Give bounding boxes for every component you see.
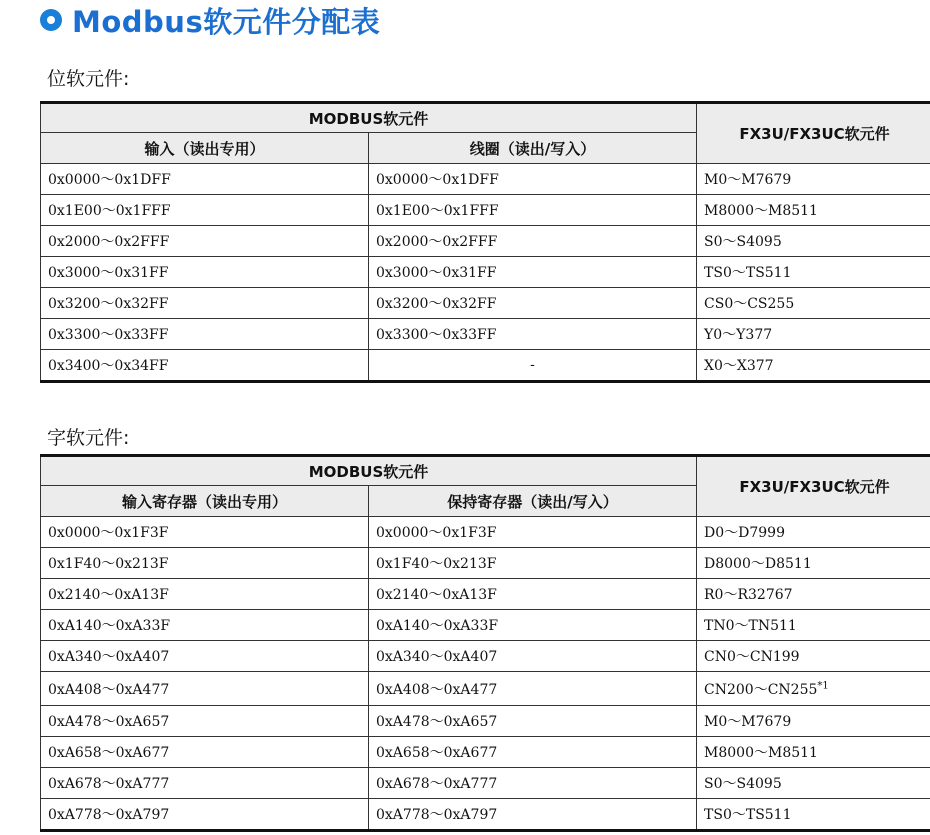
table-row: [41, 672, 930, 706]
table-row: [41, 641, 930, 672]
input-cell: 0x0000～0x1DFF: [41, 164, 369, 195]
table-row: [41, 226, 930, 257]
input-register-cell: 0x0000～0x1F3F: [41, 517, 369, 548]
input-register-cell: 0xA778～0xA797: [41, 799, 369, 831]
word-device-table: [40, 454, 930, 832]
fx-device-cell: [697, 672, 930, 706]
coil-cell: 0x2000～0x2FFF: [369, 226, 697, 257]
holding-register-cell: 0xA408～0xA477: [369, 672, 697, 706]
table-row: [41, 350, 930, 382]
bit-section-heading: 位软元件:: [47, 68, 130, 90]
table-row: [41, 799, 930, 831]
modbus-header: MODBUS软元件: [41, 456, 697, 486]
input-column-header: 输入（读出专用）: [41, 133, 369, 164]
table-row: [41, 319, 930, 350]
footnote-marker: *1: [817, 679, 829, 691]
holding-register-cell: 0xA478～0xA657: [369, 706, 697, 737]
page-title: Modbus软元件分配表: [72, 4, 381, 39]
holding-register-cell: 0xA658～0xA677: [369, 737, 697, 768]
fx-device-cell: CS0～CS255: [697, 288, 930, 319]
fx-device-cell: M0～M7679: [697, 164, 930, 195]
table-row: [41, 195, 930, 226]
table-row: [41, 257, 930, 288]
modbus-header: MODBUS软元件: [41, 103, 697, 133]
input-register-cell: 0xA340～0xA407: [41, 641, 369, 672]
fx-device-cell: CN0～CN199: [697, 641, 930, 672]
input-cell: 0x1E00～0x1FFF: [41, 195, 369, 226]
input-cell: 0x3200～0x32FF: [41, 288, 369, 319]
table-row: [41, 164, 930, 195]
fx-device-cell: Y0～Y377: [697, 319, 930, 350]
holding-register-cell: 0xA340～0xA407: [369, 641, 697, 672]
input-register-cell: 0x1F40～0x213F: [41, 548, 369, 579]
coil-cell: 0x3300～0x33FF: [369, 319, 697, 350]
input-register-cell: 0xA678～0xA777: [41, 768, 369, 799]
coil-column-header: 线圈（读出/写入）: [369, 133, 697, 164]
table-row: [41, 288, 930, 319]
holding-register-cell: 0x0000～0x1F3F: [369, 517, 697, 548]
fx-device-cell: TN0～TN511: [697, 610, 930, 641]
word-section-heading: 字软元件:: [47, 427, 130, 449]
coil-cell: 0x0000～0x1DFF: [369, 164, 697, 195]
fx-header: FX3U/FX3UC软元件: [697, 456, 930, 517]
fx-header: FX3U/FX3UC软元件: [697, 103, 930, 164]
fx-device-cell: M8000～M8511: [697, 195, 930, 226]
table-row: [41, 548, 930, 579]
fx-device-cell: X0～X377: [697, 350, 930, 382]
fx-device-text: CN200～CN255: [704, 681, 818, 698]
fx-device-cell: M0～M7679: [697, 706, 930, 737]
coil-cell: 0x3000～0x31FF: [369, 257, 697, 288]
table-row: [41, 579, 930, 610]
table-row: [41, 706, 930, 737]
fx-device-cell: M8000～M8511: [697, 737, 930, 768]
bit-device-table: [40, 101, 930, 383]
fx-device-cell: D0～D7999: [697, 517, 930, 548]
table-row: [41, 737, 930, 768]
input-register-cell: 0x2140～0xA13F: [41, 579, 369, 610]
input-register-cell: 0xA658～0xA677: [41, 737, 369, 768]
input-register-cell: 0xA140～0xA33F: [41, 610, 369, 641]
fx-device-cell: S0～S4095: [697, 226, 930, 257]
fx-device-cell: S0～S4095: [697, 768, 930, 799]
input-register-cell: 0xA408～0xA477: [41, 672, 369, 706]
input-register-cell: 0xA478～0xA657: [41, 706, 369, 737]
coil-cell: 0x3200～0x32FF: [369, 288, 697, 319]
page-title-row: [40, 0, 380, 40]
holding-register-column-header: 保持寄存器（读出/写入）: [369, 486, 697, 517]
target-circle-icon: [40, 9, 62, 31]
coil-cell: 0x1E00～0x1FFF: [369, 195, 697, 226]
holding-register-cell: 0xA678～0xA777: [369, 768, 697, 799]
holding-register-cell: 0xA778～0xA797: [369, 799, 697, 831]
fx-device-cell: TS0～TS511: [697, 799, 930, 831]
coil-cell: -: [369, 350, 697, 382]
table-row: [41, 517, 930, 548]
input-cell: 0x3300～0x33FF: [41, 319, 369, 350]
holding-register-cell: 0x1F40～0x213F: [369, 548, 697, 579]
table-row: [41, 610, 930, 641]
table-row: [41, 768, 930, 799]
input-cell: 0x3000～0x31FF: [41, 257, 369, 288]
input-register-column-header: 输入寄存器（读出专用）: [41, 486, 369, 517]
holding-register-cell: 0x2140～0xA13F: [369, 579, 697, 610]
fx-device-cell: R0～R32767: [697, 579, 930, 610]
fx-device-cell: TS0～TS511: [697, 257, 930, 288]
holding-register-cell: 0xA140～0xA33F: [369, 610, 697, 641]
input-cell: 0x3400～0x34FF: [41, 350, 369, 382]
fx-device-cell: D8000～D8511: [697, 548, 930, 579]
input-cell: 0x2000～0x2FFF: [41, 226, 369, 257]
